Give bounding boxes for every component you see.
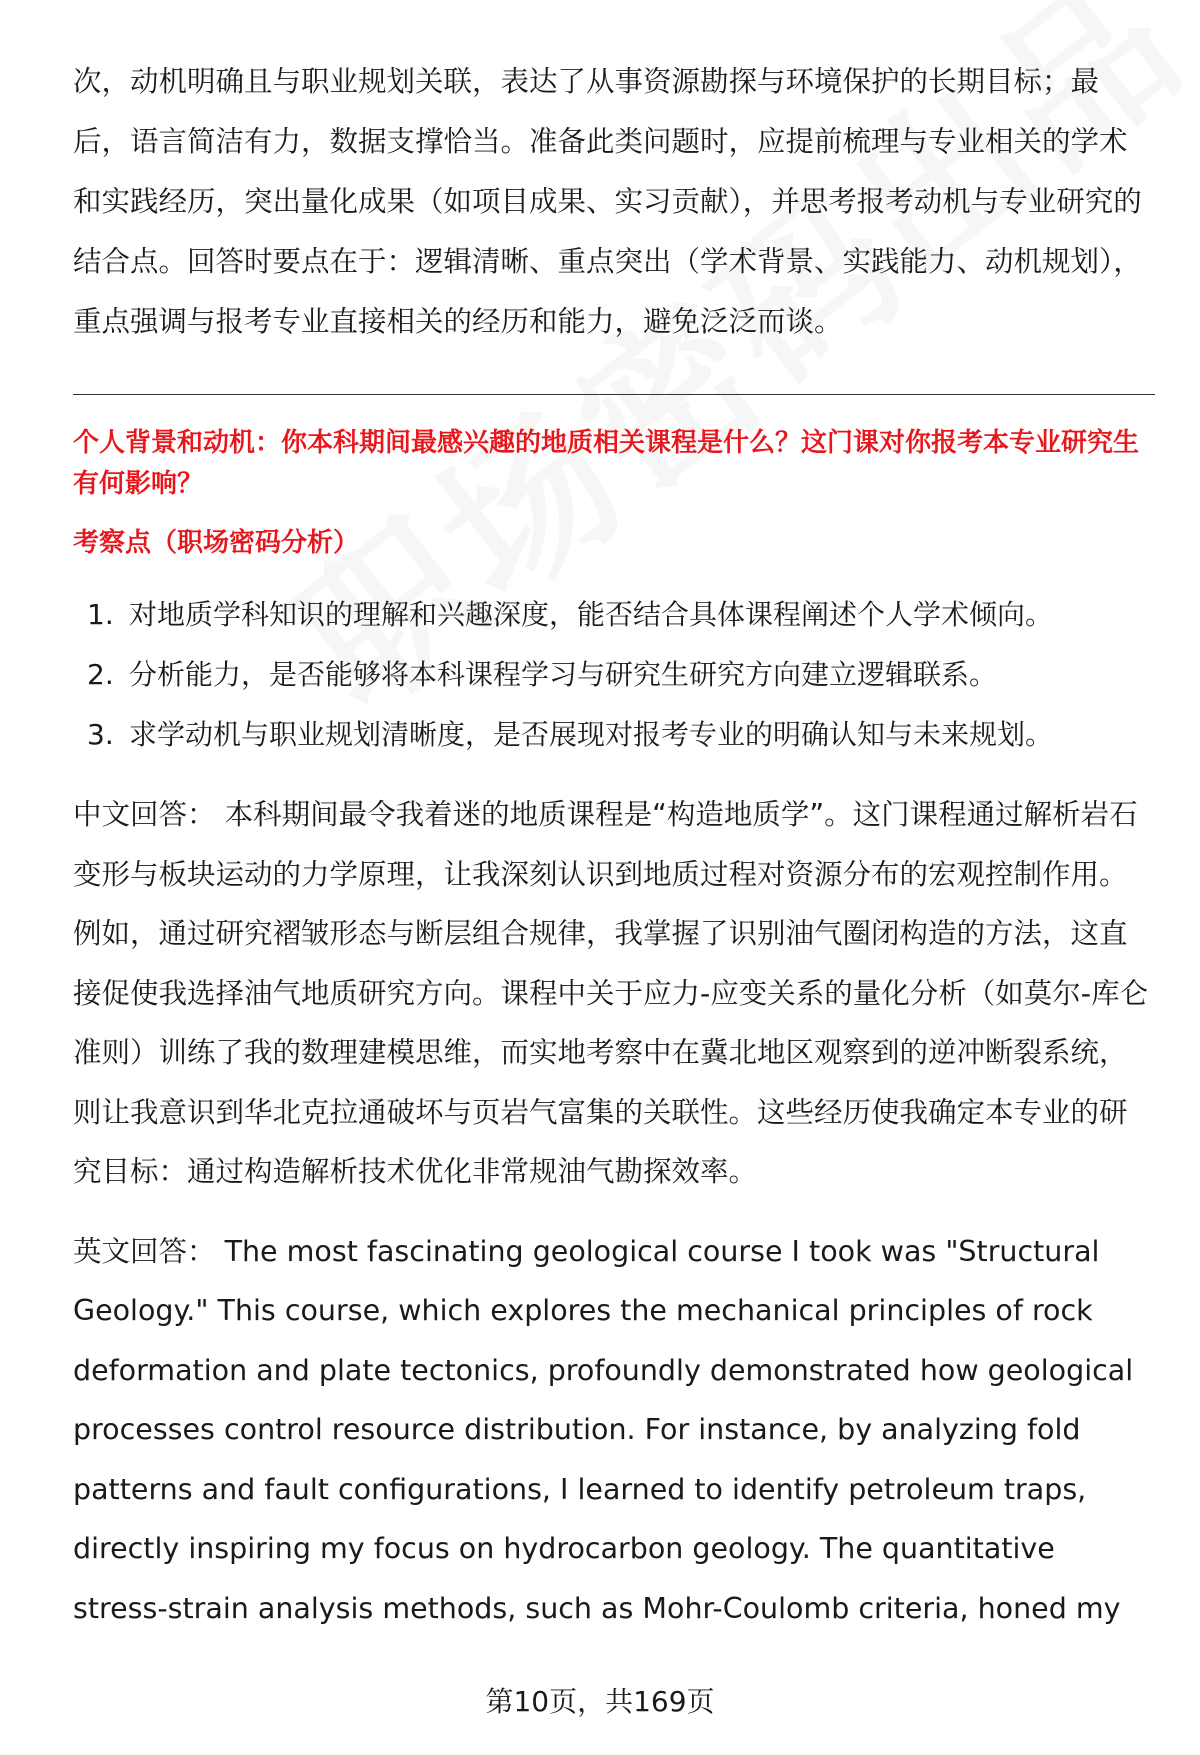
list-item: 2. 分析能力，是否能够将本科课程学习与研究生研究方向建立逻辑联系。 [87,658,998,691]
chinese-answer-text: 本科期间最令我着迷的地质课程是“构造地质学”。这门课程通过解析岩石变形与板块运动的力学原理，让我深刻认识到地质过程对资源分布的宏观控制作用。例如，通过研究褶皱形态与断层组合规律，我掌握了识别油气圈闭构造的方法，这直接促使我选择油气地质研究方向。课程中关于应力-应变关系的量化分析（如莫尔-库仑准则）训练了我的数理建模思维，而实地考察中在冀北地区观察到的逆冲断裂系统，则让我意识到华北克拉通破坏与页岩气富集的关联性。这些经历使我确定本专业的研究目标：通过构造解析技术优化非常规油气勘探效率。 [73,798,1149,1188]
assessment-list [73,585,1155,765]
section-divider [73,394,1155,395]
english-answer [73,1222,1155,1639]
page-content [73,52,1155,1638]
chinese-answer-label: 中文回答： [73,798,216,831]
english-answer-text: The most fascinating geological course I took was "Structural Geology." This course, which explores the mechanical principles of rock deformation and plate tectonics, profoundly demonstrated how geological processes control resource distribution. For instance, by analyzing fold patterns and fault configurations, I learned to identify petroleum traps, directly inspiring my focus on hydrocarbon geology. The quantitative stress-strain analysis methods, such as Mohr-Coulomb criteria, honed my [73,1234,1134,1625]
assessment-heading: 考察点（职场密码分析） [73,528,360,558]
page-footer: 第10页，共169页 [485,1685,715,1718]
list-item: 3. 求学动机与职业规划清晰度，是否展现对报考专业的明确认知与未来规划。 [87,718,1054,751]
list-item: 1. 对地质学科知识的理解和兴趣深度，能否结合具体课程阐述个人学术倾向。 [87,598,1054,631]
intro-paragraph: 次，动机明确且与职业规划关联，表达了从事资源勘探与环境保护的长期目标；最后，语言简洁有力，数据支撑恰当。准备此类问题时，应提前梳理与专业相关的学术和实践经历，突出量化成果（如项目成果、实习贡献），并思考报考动机与专业研究的结合点。回答时要点在于：逻辑清晰、重点突出（学术背景、实践能力、动机规划），重点强调与报考专业直接相关的经历和能力，避免泛泛而谈。 [73,65,1142,338]
chinese-answer [73,785,1155,1202]
english-answer-label: 英文回答： [73,1234,216,1268]
question-heading: 个人背景和动机：你本科期间最感兴趣的地质相关课程是什么？这门课对你报考本专业研究生有何影响？ [73,428,1140,499]
